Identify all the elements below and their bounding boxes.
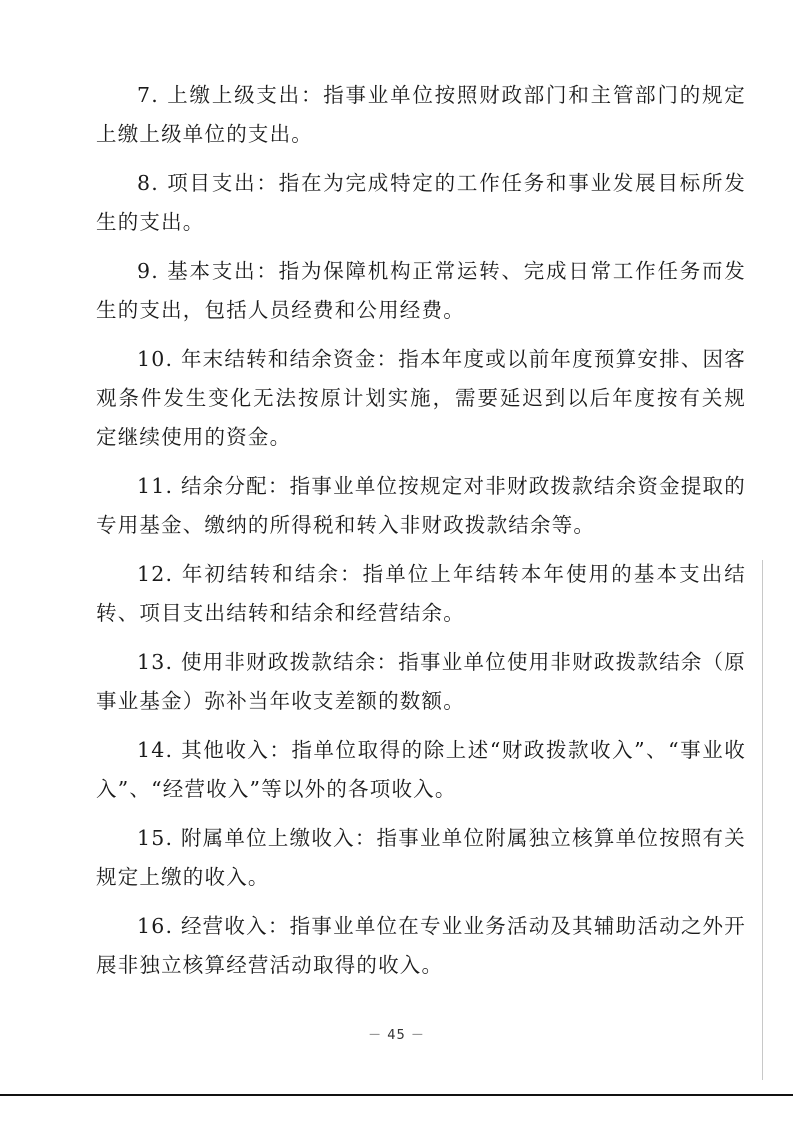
scan-edge-line bbox=[762, 560, 763, 1080]
paragraph-item-16: 16. 经营收入：指事业单位在专业业务活动及其辅助活动之外开展非独立核算经营活动取得的收入。 bbox=[96, 914, 746, 977]
paragraph-item-15: 15. 附属单位上缴收入：指事业单位附属独立核算单位按照有关规定上缴的收入。 bbox=[96, 826, 746, 889]
paragraph-item-8: 8. 项目支出：指在为完成特定的工作任务和事业发展目标所发生的支出。 bbox=[96, 171, 746, 234]
page-number: － 45 － bbox=[368, 1028, 425, 1043]
paragraph-item-11: 11. 结余分配：指事业单位按规定对非财政拨款结余资金提取的专用基金、缴纳的所得税和转入非财政拨款结余等。 bbox=[96, 474, 746, 537]
bottom-rule bbox=[0, 1094, 793, 1096]
paragraph-item-14: 14. 其他收入：指单位取得的除上述“财政拨款收入”、“事业收入”、“经营收入”等以外的各项收入。 bbox=[96, 738, 746, 801]
paragraph-item-10: 10. 年末结转和结余资金：指本年度或以前年度预算安排、因客观条件发生变化无法按原计划实施，需要延迟到以后年度按有关规定继续使用的资金。 bbox=[96, 347, 746, 449]
paragraph-item-7: 7. 上缴上级支出：指事业单位按照财政部门和主管部门的规定上缴上级单位的支出。 bbox=[96, 83, 746, 146]
document-body bbox=[96, 76, 746, 995]
paragraph-item-13: 13. 使用非财政拨款结余：指事业单位使用非财政拨款结余（原事业基金）弥补当年收支差额的数额。 bbox=[96, 650, 746, 713]
paragraph-item-9: 9. 基本支出：指为保障机构正常运转、完成日常工作任务而发生的支出，包括人员经费和公用经费。 bbox=[96, 259, 746, 322]
paragraph-item-12: 12. 年初结转和结余：指单位上年结转本年使用的基本支出结转、项目支出结转和结余和经营结余。 bbox=[96, 562, 746, 625]
